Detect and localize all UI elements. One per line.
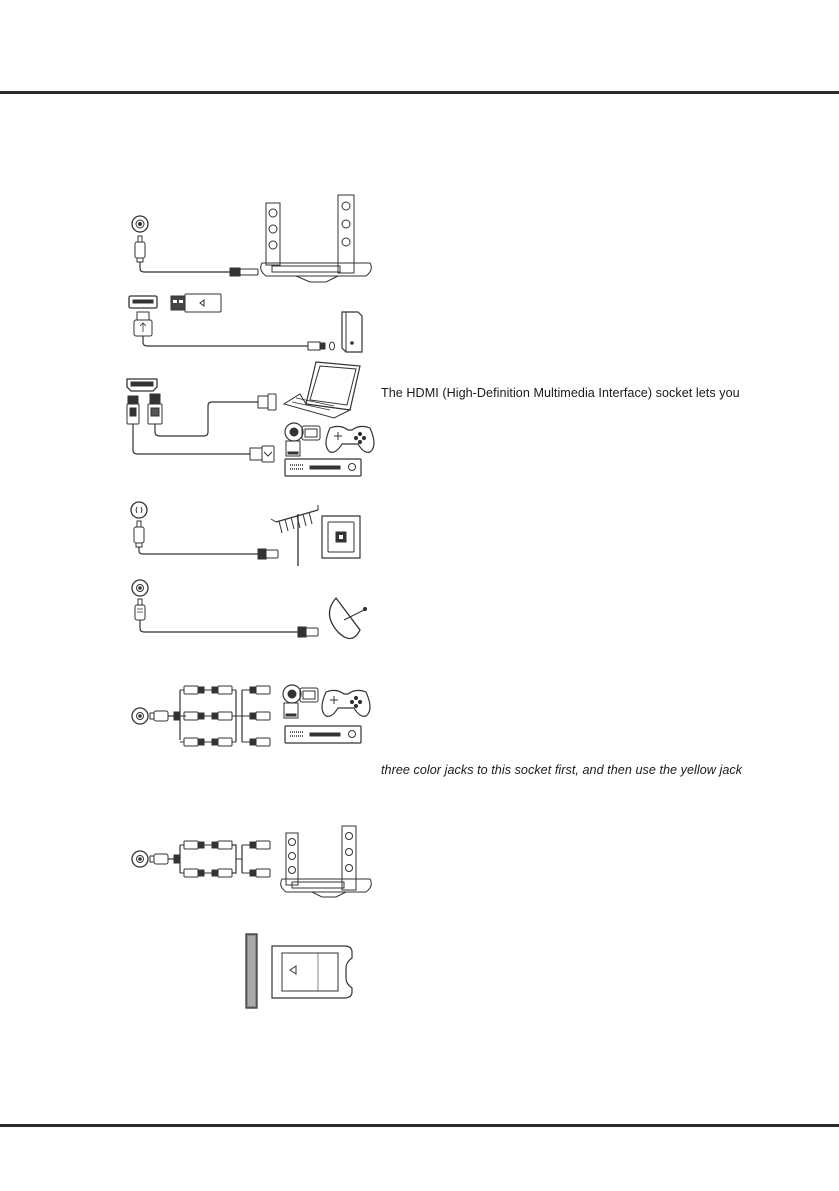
hdmi-caption: The HDMI (High-Definition Multimedia Interface) socket lets you — [381, 386, 740, 400]
tv-side-panel-icon — [246, 934, 257, 1008]
soundbar-speakers-icon — [281, 826, 372, 897]
usb-flash-drive-icon — [171, 294, 221, 312]
av-caption: three color jacks to this socket first, and then use the yellow jack — [381, 763, 743, 777]
coax-audio-out-icon — [132, 216, 148, 262]
gamepad-icon — [326, 426, 374, 452]
wall-socket-icon — [322, 516, 360, 558]
laptop-icon — [284, 362, 360, 418]
usb-hdd-icon — [342, 312, 362, 352]
camcorder-icon — [285, 423, 320, 456]
hdmi-port-icon — [127, 379, 157, 391]
av-in-socket-icon — [132, 708, 148, 724]
gamepad-icon — [322, 690, 370, 716]
dvd-player-icon — [285, 726, 361, 743]
ci-module-icon — [272, 946, 352, 998]
antenna-socket-icon — [131, 502, 147, 518]
usb-port-icon — [129, 296, 157, 308]
audio-out-socket-icon — [132, 851, 148, 867]
camcorder-icon — [283, 685, 318, 718]
soundbar-speakers-icon — [261, 195, 372, 282]
satellite-dish-icon — [329, 598, 366, 639]
dvd-player-icon — [285, 459, 361, 476]
satellite-socket-icon — [132, 580, 148, 596]
